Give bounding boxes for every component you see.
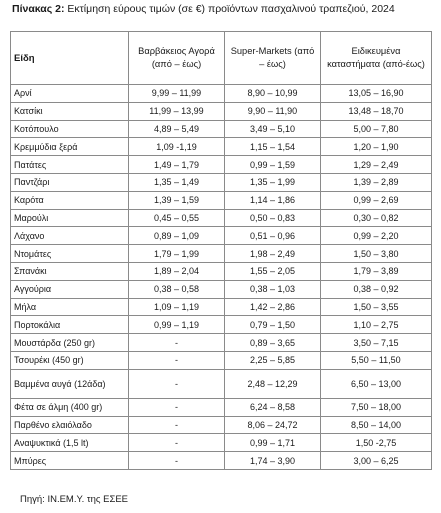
varvakeios-price-cell: 1,09 – 1,19	[129, 298, 225, 316]
varvakeios-price-cell: 1,39 – 1,59	[129, 191, 225, 209]
specialty-price-cell: 1,10 – 2,75	[321, 316, 432, 334]
varvakeios-price-cell: 1,49 – 1,79	[129, 156, 225, 174]
varvakeios-price-cell: 0,89 – 1,09	[129, 227, 225, 245]
table-row	[11, 334, 432, 352]
item-name-cell: Παρθένο ελαιόλαδο	[11, 416, 129, 434]
table-row	[11, 369, 432, 398]
supermarket-price-cell: 0,38 – 1,03	[225, 280, 321, 298]
varvakeios-price-cell: 1,79 – 1,99	[129, 245, 225, 263]
varvakeios-price-cell: -	[129, 369, 225, 398]
specialty-price-cell: 13,05 – 16,90	[321, 85, 432, 103]
varvakeios-price-cell: -	[129, 351, 225, 369]
specialty-price-cell: 8,50 – 14,00	[321, 416, 432, 434]
table-row	[11, 351, 432, 369]
item-name-cell: Τσουρέκι (450 gr)	[11, 351, 129, 369]
table-row	[11, 434, 432, 452]
supermarket-price-cell: 6,24 – 8,58	[225, 398, 321, 416]
supermarket-price-cell: 8,06 – 24,72	[225, 416, 321, 434]
supermarket-price-cell: 0,89 – 3,65	[225, 334, 321, 352]
table-caption	[12, 3, 432, 16]
supermarket-price-cell: 1,55 – 2,05	[225, 262, 321, 280]
specialty-price-cell: 1,79 – 3,89	[321, 262, 432, 280]
table-row	[11, 173, 432, 191]
item-name-cell: Παντζάρι	[11, 173, 129, 191]
specialty-price-cell: 13,48 – 18,70	[321, 102, 432, 120]
item-name-cell: Μήλα	[11, 298, 129, 316]
table-row	[11, 280, 432, 298]
specialty-price-cell: 0,99 – 2,69	[321, 191, 432, 209]
supermarket-price-cell: 1,15 – 1,54	[225, 138, 321, 156]
supermarket-price-cell: 0,51 – 0,96	[225, 227, 321, 245]
supermarket-price-cell: 0,50 – 0,83	[225, 209, 321, 227]
supermarket-price-cell: 2,25 – 5,85	[225, 351, 321, 369]
table-row	[11, 191, 432, 209]
item-name-cell: Κατσίκι	[11, 102, 129, 120]
item-name-cell: Αρνί	[11, 85, 129, 103]
item-name-cell: Φέτα σε άλμη (400 gr)	[11, 398, 129, 416]
varvakeios-price-cell: 4,89 – 5,49	[129, 120, 225, 138]
table-row	[11, 245, 432, 263]
specialty-price-cell: 1,50 -2,75	[321, 434, 432, 452]
supermarket-price-cell: 0,99 – 1,59	[225, 156, 321, 174]
header-specialty-stores: Ειδικευμένα καταστήματα (από-έως)	[321, 32, 432, 85]
price-table	[10, 31, 432, 470]
specialty-price-cell: 0,30 – 0,82	[321, 209, 432, 227]
item-name-cell: Κρεμμύδια ξερά	[11, 138, 129, 156]
supermarket-price-cell: 0,79 – 1,50	[225, 316, 321, 334]
varvakeios-price-cell: 11,99 – 13,99	[129, 102, 225, 120]
specialty-price-cell: 1,29 – 2,49	[321, 156, 432, 174]
specialty-price-cell: 6,50 – 13,00	[321, 369, 432, 398]
caption-text: Εκτίμηση εύρους τιμών (σε €) προϊόντων πασχαλινού τραπεζιού, 2024	[67, 3, 395, 15]
varvakeios-price-cell: -	[129, 334, 225, 352]
specialty-price-cell: 3,00 – 6,25	[321, 452, 432, 470]
item-name-cell: Μουστάρδα (250 gr)	[11, 334, 129, 352]
varvakeios-price-cell: -	[129, 416, 225, 434]
item-name-cell: Μαρούλι	[11, 209, 129, 227]
specialty-price-cell: 1,39 – 2,89	[321, 173, 432, 191]
item-name-cell: Πορτοκάλια	[11, 316, 129, 334]
caption-label: Πίνακας 2:	[12, 3, 65, 15]
source-note: Πηγή: ΙΝ.ΕΜ.Υ. της ΕΣΕΕ	[20, 494, 129, 505]
table-row	[11, 102, 432, 120]
varvakeios-price-cell: 9,99 – 11,99	[129, 85, 225, 103]
specialty-price-cell: 0,99 – 2,20	[321, 227, 432, 245]
supermarket-price-cell: 1,35 – 1,99	[225, 173, 321, 191]
supermarket-price-cell: 2,48 – 12,29	[225, 369, 321, 398]
table-row	[11, 452, 432, 470]
varvakeios-price-cell: 1,09 -1,19	[129, 138, 225, 156]
varvakeios-price-cell: 0,45 – 0,55	[129, 209, 225, 227]
specialty-price-cell: 5,50 – 11,50	[321, 351, 432, 369]
table-row	[11, 156, 432, 174]
supermarket-price-cell: 1,42 – 2,86	[225, 298, 321, 316]
table-row	[11, 262, 432, 280]
table-row	[11, 316, 432, 334]
table-row	[11, 416, 432, 434]
item-name-cell: Λάχανο	[11, 227, 129, 245]
item-name-cell: Καρότα	[11, 191, 129, 209]
table-row	[11, 85, 432, 103]
item-name-cell: Βαμμένα αυγά (12άδα)	[11, 369, 129, 398]
item-name-cell: Αγγούρια	[11, 280, 129, 298]
varvakeios-price-cell: 0,99 – 1,19	[129, 316, 225, 334]
specialty-price-cell: 0,38 – 0,92	[321, 280, 432, 298]
table-row	[11, 138, 432, 156]
supermarket-price-cell: 1,74 – 3,90	[225, 452, 321, 470]
table-row	[11, 209, 432, 227]
supermarket-price-cell: 8,90 – 10,99	[225, 85, 321, 103]
specialty-price-cell: 1,20 – 1,90	[321, 138, 432, 156]
supermarket-price-cell: 1,98 – 2,49	[225, 245, 321, 263]
varvakeios-price-cell: 1,35 – 1,49	[129, 173, 225, 191]
supermarket-price-cell: 9,90 – 11,90	[225, 102, 321, 120]
varvakeios-price-cell: 1,89 – 2,04	[129, 262, 225, 280]
item-name-cell: Κοτόπουλο	[11, 120, 129, 138]
item-name-cell: Πατάτες	[11, 156, 129, 174]
varvakeios-price-cell: 0,38 – 0,58	[129, 280, 225, 298]
item-name-cell: Αναψυκτικά (1,5 lt)	[11, 434, 129, 452]
varvakeios-price-cell: -	[129, 434, 225, 452]
varvakeios-price-cell: -	[129, 452, 225, 470]
header-varvakeios: Βαρβάκειος Αγορά (από – έως)	[129, 32, 225, 85]
table-row	[11, 227, 432, 245]
table-row	[11, 398, 432, 416]
varvakeios-price-cell: -	[129, 398, 225, 416]
header-row	[11, 32, 432, 85]
supermarket-price-cell: 0,99 – 1,71	[225, 434, 321, 452]
specialty-price-cell: 1,50 – 3,55	[321, 298, 432, 316]
header-items: Είδη	[11, 32, 129, 85]
item-name-cell: Σπανάκι	[11, 262, 129, 280]
specialty-price-cell: 1,50 – 3,80	[321, 245, 432, 263]
supermarket-price-cell: 1,14 – 1,86	[225, 191, 321, 209]
item-name-cell: Ντομάτες	[11, 245, 129, 263]
item-name-cell: Μπύρες	[11, 452, 129, 470]
specialty-price-cell: 3,50 – 7,15	[321, 334, 432, 352]
table-row	[11, 120, 432, 138]
specialty-price-cell: 5,00 – 7,80	[321, 120, 432, 138]
specialty-price-cell: 7,50 – 18,00	[321, 398, 432, 416]
header-supermarkets: Super-Markets (από – έως)	[225, 32, 321, 85]
table-body	[11, 85, 432, 470]
supermarket-price-cell: 3,49 – 5,10	[225, 120, 321, 138]
table-row	[11, 298, 432, 316]
